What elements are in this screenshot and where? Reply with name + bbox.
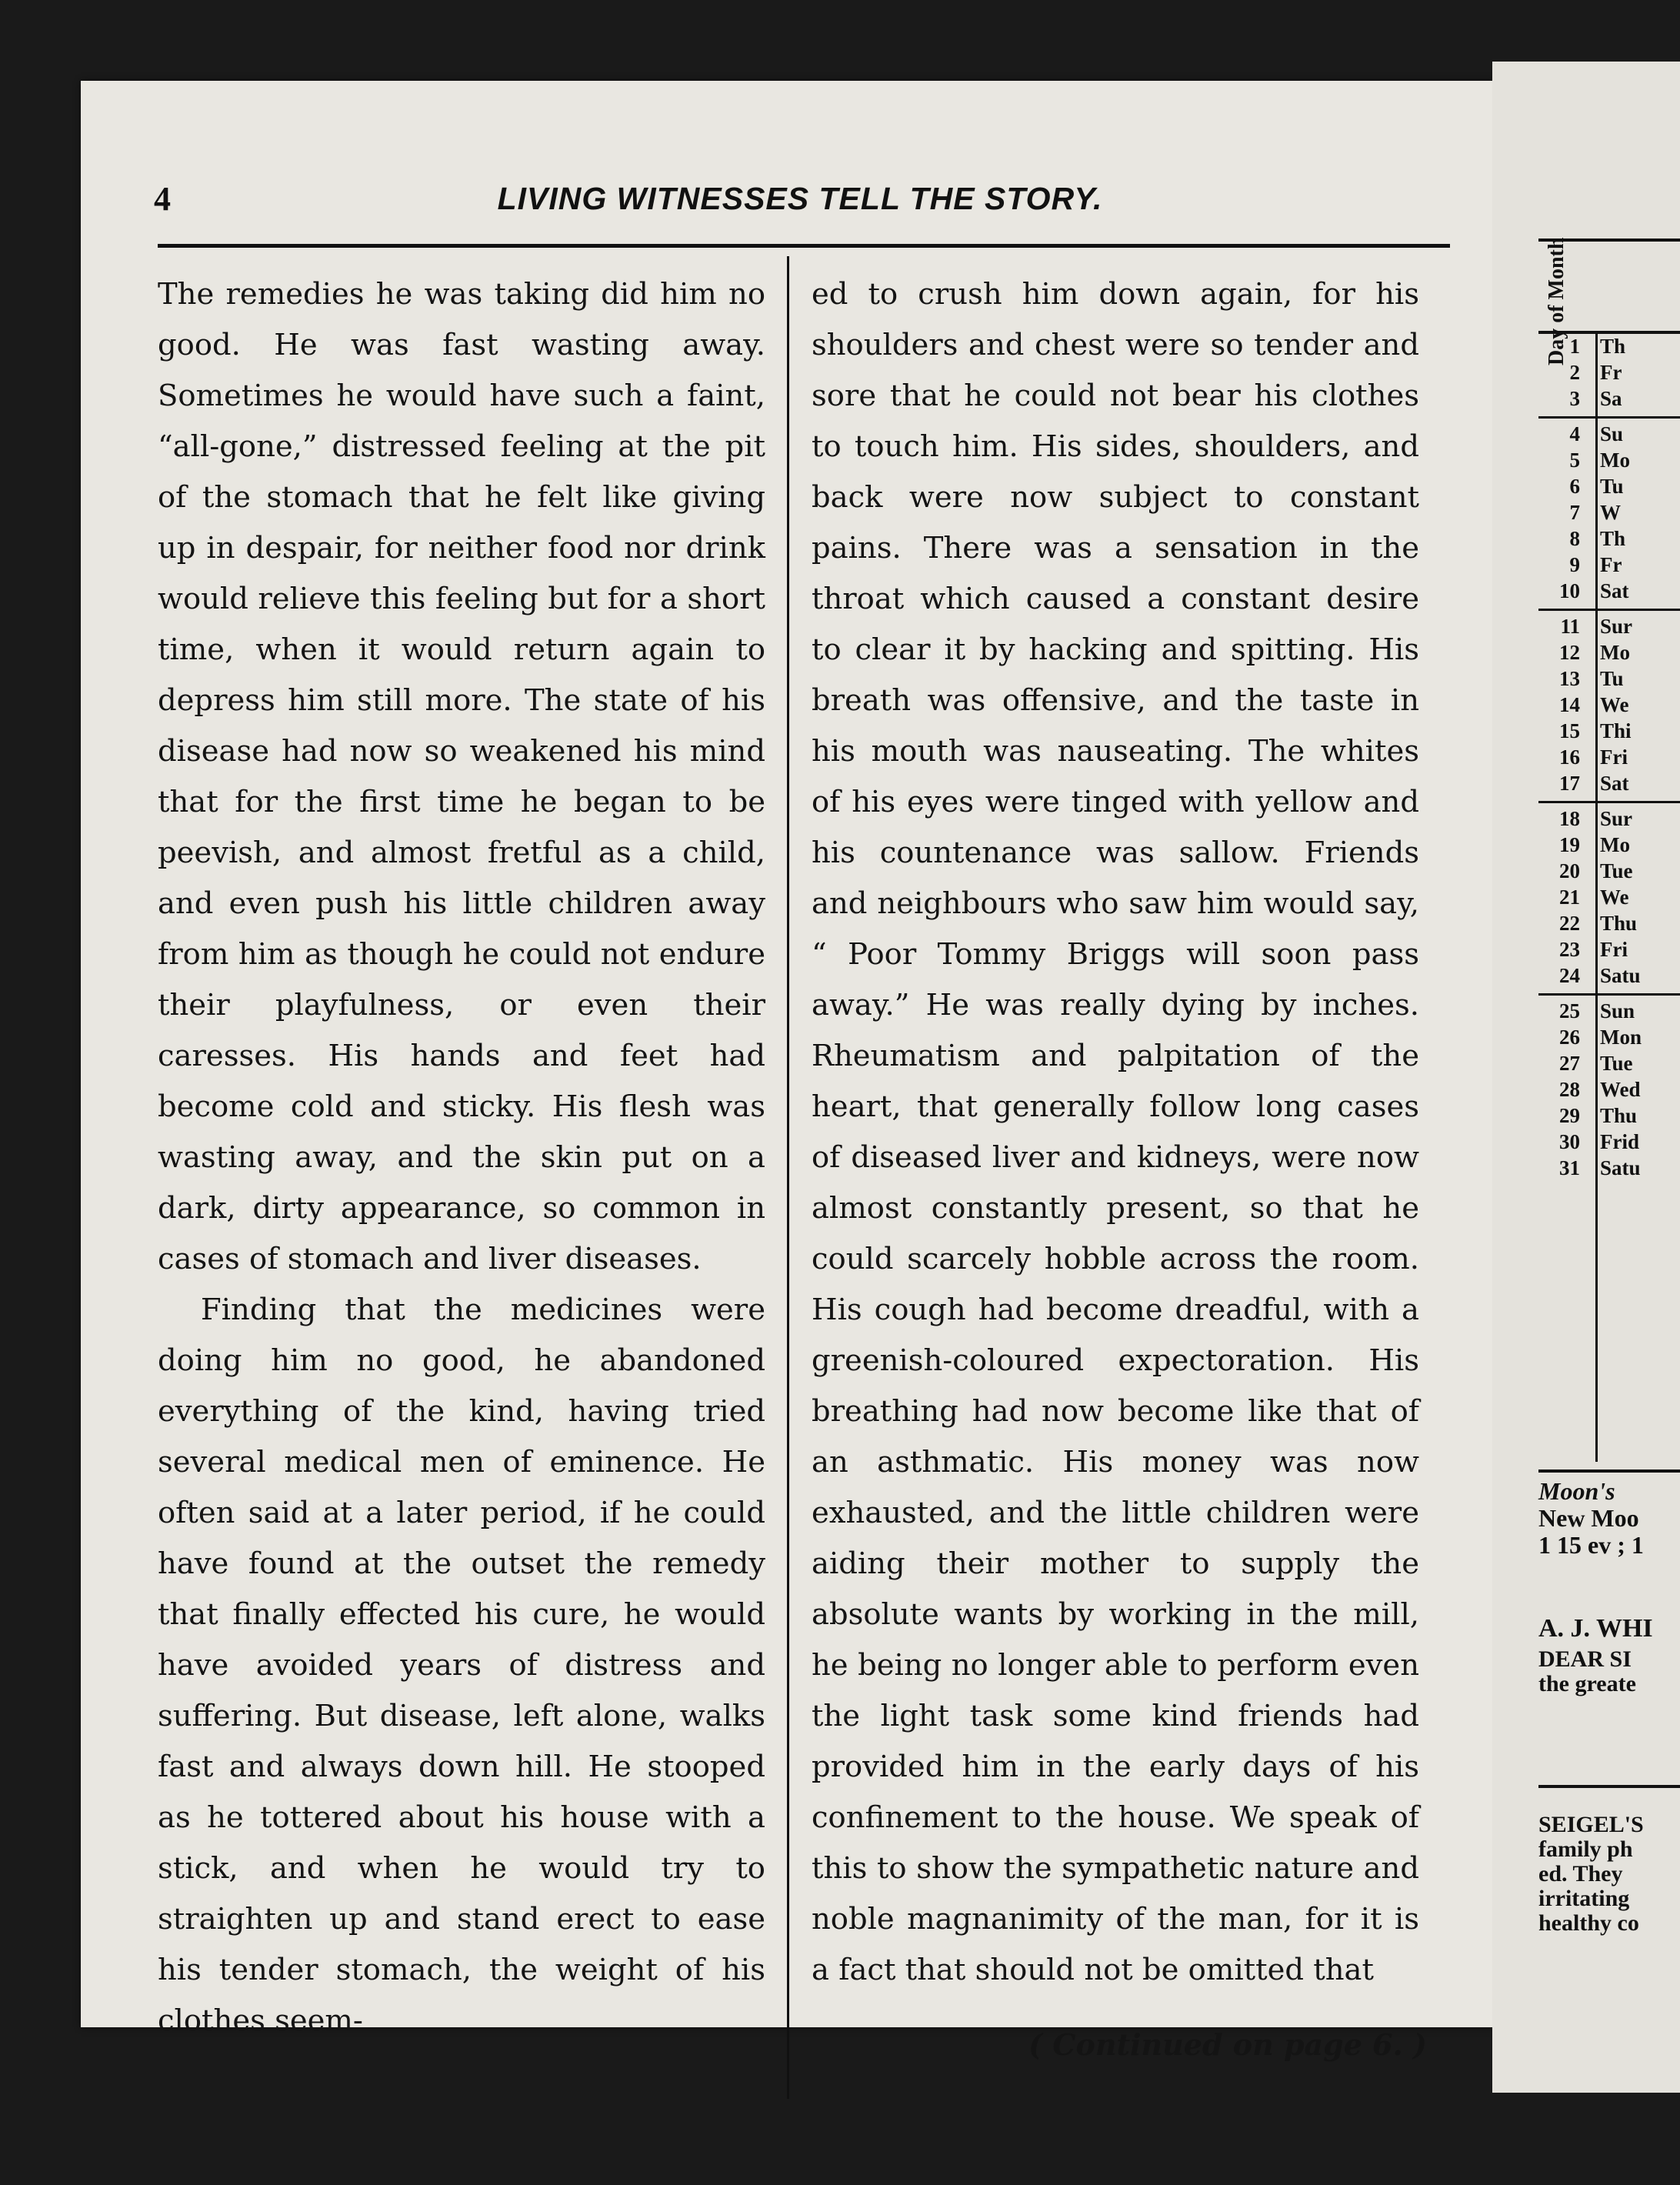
calendar-row [1538,912,1680,938]
calendar-row [1538,615,1680,641]
calendar-row [1538,527,1680,553]
book-page [81,81,1496,2062]
calendar-day-number: 20 [1559,859,1580,882]
calendar-row [1538,387,1680,413]
salutation: DEAR SI [1538,1646,1632,1672]
calendar-weekday: Tu [1600,667,1624,690]
calendar-weekday: Tue [1600,1052,1633,1075]
calendar-row [1538,999,1680,1026]
calendar-weekday: Mo [1600,641,1630,664]
letter-from: A. J. WHI [1538,1614,1653,1643]
calendar-row [1538,938,1680,964]
calendar-row [1538,449,1680,475]
ad-line: healthy co [1538,1910,1639,1936]
calendar-row [1538,1156,1680,1183]
header-rule [158,244,1450,248]
calendar-row [1538,1104,1680,1130]
calendar-weekday: Th [1600,527,1626,550]
calendar-day-number: 28 [1559,1078,1580,1101]
calendar-weekday: Tue [1600,859,1633,882]
calendar-row [1538,1130,1680,1156]
calendar-week-rule [1538,801,1680,803]
calendar-week-rule [1538,993,1680,996]
calendar-day-number: 8 [1569,527,1580,550]
calendar-day-number: 27 [1559,1052,1580,1075]
calendar-day-number: 3 [1569,387,1580,410]
page-number: 4 [154,180,171,218]
paragraph: Finding that the medicines were doing him no good, he abandoned everything of the kind, having tried several medical men of eminence. He often said at a later period, if he could have found at the outset the remedy that finally effected his cure, he would have avoided years of distress and suffering. But disease, left alone, walks fast and always down hill. He stooped as he tottered about his house with a stick, and when he would try to straighten up and stand erect to ease his tender stomach, the weight of his clothes seem- [158,1293,765,2038]
fragment-rule [1538,1785,1680,1788]
running-title: LIVING WITNESSES TELL THE STORY. [497,181,1103,216]
left-column [158,269,765,2047]
calendar-day-number: 21 [1559,886,1580,909]
column-divider [787,256,789,2099]
calendar-row [1538,807,1680,833]
calendar-day-number: 23 [1559,938,1580,961]
calendar-weekday: Sat [1600,772,1629,795]
calendar-weekday: Wed [1600,1078,1641,1101]
calendar-row [1538,719,1680,746]
paragraph: ed to crush him down again, for his shoulders and chest were so tender and sore that he could not bear his clothes to touch him. His sides, shoulders, and back were now subject to constant pains. There was a sensation in the throat which caused a constant desire to clear it by hacking and spitting. His breath was offensive, and the taste in his mouth was nauseating. The whites of his eyes were tinged with yellow and his countenance was sallow. Friends and neighbours who saw him would say, “ Poor Tommy Briggs will soon pass away.” He was really dying by inches. Rheumatism and palpitation of the heart, that generally follow long cases of diseased liver and kidneys, were now almost constantly present, so that he could scarcely hobble across the room. His cough had become dreadful, with a greenish-coloured expectoration. His breathing had now become like that of an asthmatic. His money was now exhausted, and the little children were aiding their mother to supply the absolute wants by working in the mill, he being no longer able to perform even the light task some kind friends had provided him in the early days of his confinement to the house. We speak of this to show the sympathetic nature and noble magnanimity of the man, for it is a fact that should not be omitted that [812,277,1419,1987]
calendar-day-number: 6 [1569,475,1580,498]
calendar-day-number: 13 [1559,667,1580,690]
page-header [154,173,1446,242]
calendar-row [1538,475,1680,501]
ad-line: SEIGEL'S [1538,1812,1644,1837]
calendar-row [1538,667,1680,693]
calendar-weekday: W [1600,501,1621,524]
calendar-day-number: 25 [1559,999,1580,1022]
calendar-header: Day of Month [1545,237,1568,365]
calendar-day-number: 19 [1559,833,1580,856]
calendar-row [1538,772,1680,798]
salutation-line: the greate [1538,1671,1636,1696]
calendar-row [1538,641,1680,667]
calendar-weekday: Sur [1600,615,1633,638]
calendar-week-rule [1538,609,1680,611]
calendar-day-number: 29 [1559,1104,1580,1127]
calendar-day-number: 7 [1569,501,1580,524]
fragment-rule [1538,1469,1680,1473]
ad-line: ed. They [1538,1861,1623,1886]
continued-note: ( Continued on page 6. ) [1028,2027,1427,2062]
calendar-day-number: 15 [1559,719,1580,742]
adjacent-page-fragment [1492,62,1680,2093]
calendar-day-number: 12 [1559,641,1580,664]
calendar-day-number: 31 [1559,1156,1580,1179]
calendar-weekday: Mon [1600,1026,1642,1049]
calendar-weekday: Tu [1600,475,1624,498]
calendar-row [1538,1052,1680,1078]
calendar-day-number: 22 [1559,912,1580,935]
right-column [812,269,1419,1996]
moon-time: 1 15 ev ; 1 [1538,1531,1644,1559]
calendar-weekday: Sur [1600,807,1633,830]
calendar-row [1538,1078,1680,1104]
calendar-day-number: 18 [1559,807,1580,830]
calendar-day-number: 1 [1569,335,1580,358]
calendar-row [1538,886,1680,912]
calendar-row [1538,335,1680,361]
calendar-weekday: Fr [1600,361,1622,384]
calendar-weekday: Su [1600,422,1624,445]
calendar-day-number: 16 [1559,746,1580,769]
calendar-day-number: 9 [1569,553,1580,576]
calendar-weekday: Frid [1600,1130,1639,1153]
calendar-row [1538,859,1680,886]
calendar-weekday: Thi [1600,719,1632,742]
calendar-weekday: Th [1600,335,1626,358]
calendar-weekday: Fri [1600,938,1628,961]
calendar-day-number: 2 [1569,361,1580,384]
calendar-weekday: Thu [1600,1104,1638,1127]
calendar-weekday: Sa [1600,387,1622,410]
calendar-weekday: Satu [1600,964,1641,987]
calendar-row [1538,361,1680,387]
calendar-day-number: 5 [1569,449,1580,472]
moon-label: Moon's [1538,1477,1615,1505]
calendar-weekday: We [1600,693,1629,716]
calendar-row [1538,833,1680,859]
ad-line: irritating [1538,1886,1630,1911]
calendar-weekday: We [1600,886,1629,909]
calendar-row [1538,501,1680,527]
calendar-day-number: 17 [1559,772,1580,795]
calendar-row [1538,422,1680,449]
calendar-day-number: 11 [1560,615,1580,638]
calendar-row [1538,553,1680,579]
calendar-row [1538,1026,1680,1052]
calendar-day-number: 26 [1559,1026,1580,1049]
calendar-weekday: Mo [1600,449,1630,472]
calendar-day-number: 10 [1559,579,1580,602]
calendar-row [1538,964,1680,990]
calendar-row [1538,579,1680,605]
calendar-day-number: 4 [1569,422,1580,445]
calendar-weekday: Fri [1600,746,1628,769]
new-moon: New Moo [1538,1504,1639,1532]
calendar-row [1538,693,1680,719]
calendar-weekday: Sat [1600,579,1629,602]
calendar-weekday: Satu [1600,1156,1641,1179]
calendar-weekday: Thu [1600,912,1638,935]
calendar-week-rule [1538,416,1680,419]
calendar-day-number: 30 [1559,1130,1580,1153]
calendar-day-number: 14 [1559,693,1580,716]
calendar-weekday: Mo [1600,833,1630,856]
calendar-weekday: Sun [1600,999,1635,1022]
calendar-row [1538,746,1680,772]
calendar-weekday: Fr [1600,553,1622,576]
ad-line: family ph [1538,1836,1633,1862]
paragraph: The remedies he was taking did him no good. He was fast wasting away. Sometimes he would have such a faint, “all-gone,” distressed feeling at the pit of the stomach that he felt like giving up in despair, for neither food nor drink would relieve this feeling but for a short time, when it would return again to depress him still more. The state of his disease had now so weakened his mind that for the first time he began to be peevish, and almost fretful as a child, and even push his little children away from him as though he could not endure their playfulness, or even their caresses. His hands and feet had become cold and sticky. His flesh was wasting away, and the skin put on a dark, dirty appearance, so common in cases of stomach and liver diseases. [158,277,765,1276]
calendar-day-number: 24 [1559,964,1580,987]
